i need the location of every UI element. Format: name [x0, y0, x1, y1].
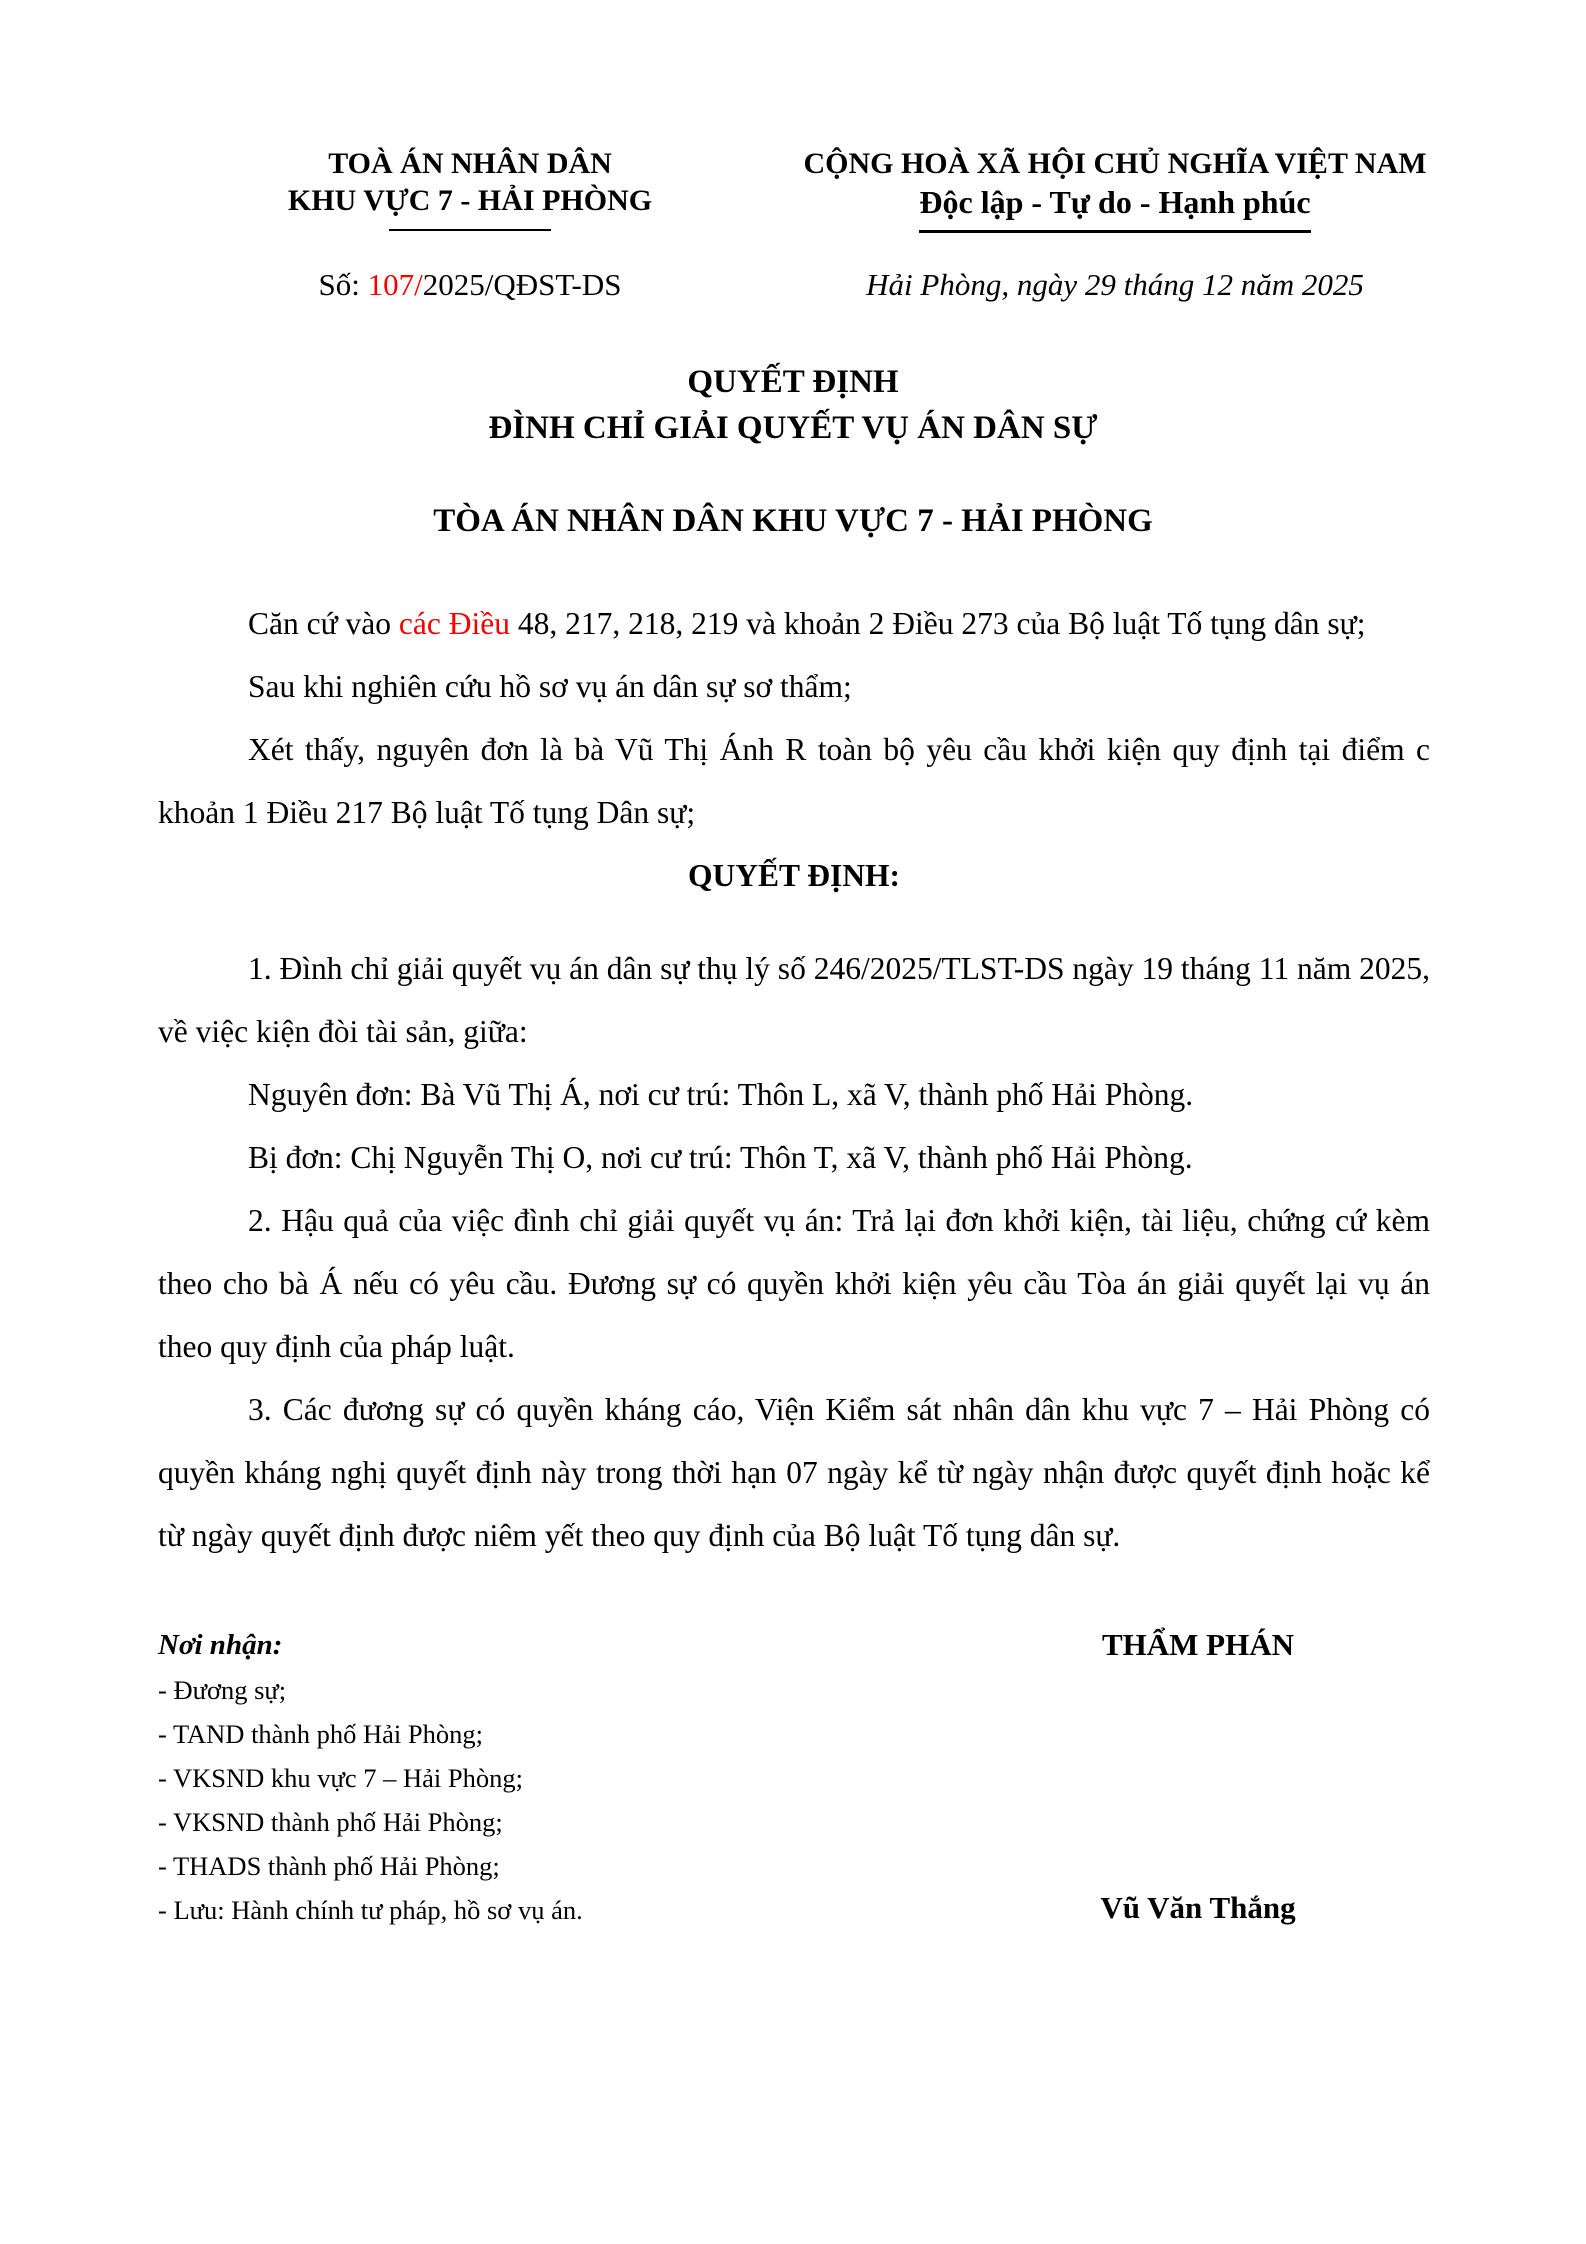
- motto-line: Độc lập - Tự do - Hạnh phúc: [919, 182, 1310, 233]
- legal-basis-red-part: các Điều: [398, 606, 510, 641]
- place-date-line: Hải Phòng, ngày 29 tháng 12 năm 2025: [866, 267, 1364, 302]
- court-name-line2: KHU VỰC 7 - HẢI PHÒNG: [287, 184, 653, 217]
- legal-basis-prefix: Căn cứ vào: [248, 606, 399, 641]
- doc-number-red-part: 107/: [367, 267, 423, 302]
- title-block: [0, 359, 1586, 540]
- number-date-row: [0, 267, 1586, 303]
- document-number: [170, 267, 770, 303]
- recipient-item: - Đương sự;: [158, 1675, 287, 1705]
- recipient-item: - VKSND thành phố Hải Phòng;: [158, 1807, 503, 1837]
- document-title-line1: QUYẾT ĐỊNH: [687, 364, 899, 400]
- recipient-item: - VKSND khu vực 7 – Hải Phòng;: [158, 1763, 523, 1793]
- signature-block: [963, 1622, 1433, 1932]
- legal-basis-rest: 48, 217, 218, 219 và khoản 2 Điều 273 của Bộ luật Tố tụng dân sự;: [509, 606, 1366, 641]
- paragraph-finding: Xét thấy, nguyên đơn là bà Vũ Thị Ánh R toàn bộ yêu cầu khởi kiện quy định tại điểm c khoản 1 Điều 217 Bộ luật Tố tụng Dân sự;: [158, 732, 1430, 830]
- document-header: [0, 0, 1586, 233]
- doc-number-label: Số:: [318, 267, 368, 302]
- paragraph-review: Sau khi nghiên cứu hồ sơ vụ án dân sự sơ thẩm;: [248, 669, 852, 704]
- judge-title: THẨM PHÁN: [1101, 1627, 1294, 1662]
- recipient-item: - THADS thành phố Hải Phòng;: [158, 1851, 500, 1881]
- national-motto-block: [770, 145, 1460, 233]
- decision-item-1: 1. Đình chỉ giải quyết vụ án dân sự thụ lý số 246/2025/TLST-DS ngày 19 tháng 11 năm 2025, về việc kiện đòi tài sản, giữa:: [158, 951, 1430, 1049]
- national-header-line: CỘNG HOÀ XÃ HỘI CHỦ NGHĨA VIỆT NAM: [803, 147, 1427, 180]
- decision-heading: QUYẾT ĐỊNH:: [687, 858, 901, 893]
- defendant-line: Bị đơn: Chị Nguyễn Thị O, nơi cư trú: Thôn T, xã V, thành phố Hải Phòng.: [248, 1140, 1193, 1175]
- recipient-item: - Lưu: Hành chính tư pháp, hồ sơ vụ án.: [158, 1895, 583, 1925]
- document-footer: [0, 1622, 1586, 1932]
- doc-number-rest: 2025/QĐST-DS: [422, 267, 622, 302]
- judge-name: Vũ Văn Thắng: [1100, 1890, 1296, 1925]
- court-name-underline: [389, 229, 551, 231]
- deciding-court-line: TÒA ÁN NHÂN DÂN KHU VỰC 7 - HẢI PHÒNG: [433, 503, 1153, 539]
- document-body: [158, 592, 1430, 1567]
- recipients-block: [158, 1622, 803, 1932]
- court-name-line1: TOÀ ÁN NHÂN DÂN: [328, 147, 612, 180]
- issuing-court-block: [170, 145, 770, 233]
- recipients-label: Nơi nhận:: [158, 1629, 283, 1661]
- document-title-line2: ĐÌNH CHỈ GIẢI QUYẾT VỤ ÁN DÂN SỰ: [488, 410, 1098, 446]
- decision-item-3: 3. Các đương sự có quyền kháng cáo, Viện Kiểm sát nhân dân khu vực 7 – Hải Phòng có quyền kháng nghị quyết định này trong thời hạn 07 ngày kể từ ngày nhận được quyết định hoặc kể từ ngày quyết định được niêm yết theo quy định của Bộ luật Tố tụng dân sự.: [158, 1392, 1430, 1553]
- decision-item-2: 2. Hậu quả của việc đình chỉ giải quyết vụ án: Trả lại đơn khởi kiện, tài liệu, chứng cứ kèm theo cho bà Á nếu có yêu cầu. Đương sự có quyền khởi kiện yêu cầu Tòa án giải quyết lại vụ án theo quy định của pháp luật.: [158, 1203, 1430, 1364]
- recipient-item: - TAND thành phố Hải Phòng;: [158, 1719, 483, 1749]
- plaintiff-line: Nguyên đơn: Bà Vũ Thị Á, nơi cư trú: Thôn L, xã V, thành phố Hải Phòng.: [248, 1077, 1194, 1112]
- paragraph-legal-basis: [158, 592, 1430, 655]
